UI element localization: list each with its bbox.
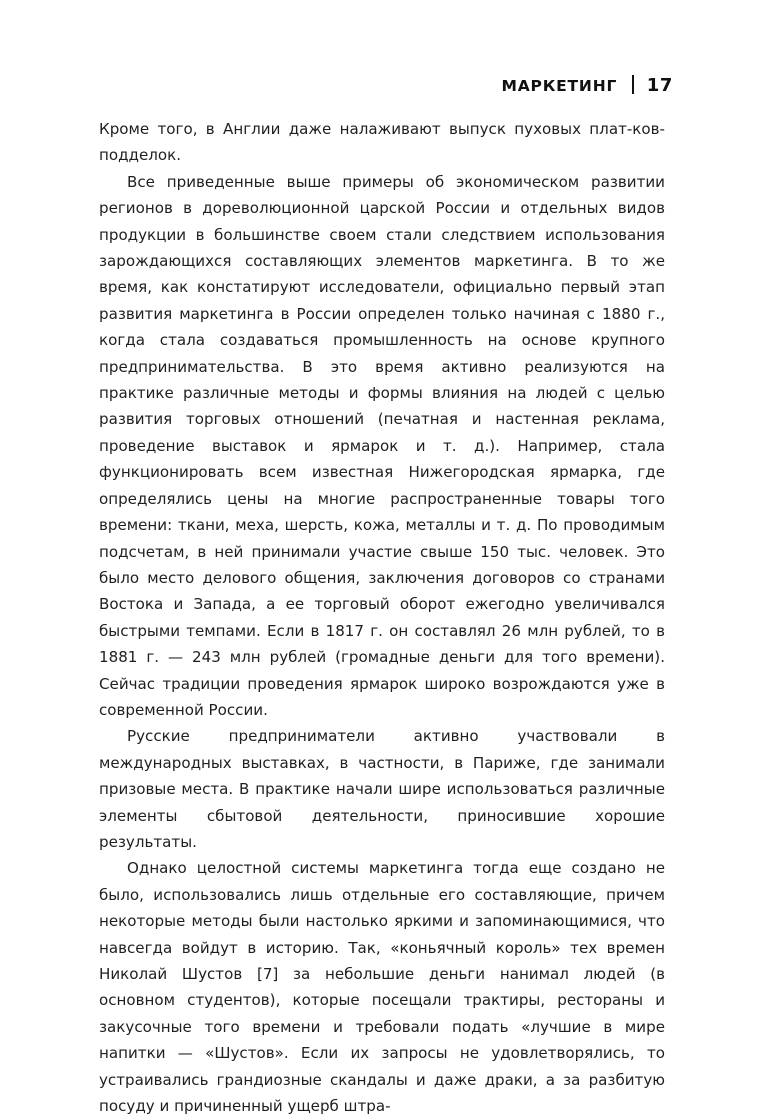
paragraph: Все приведенные выше примеры об экономическом развитии регионов в дореволюционной царской России и отдельных видов продукции в большинстве своем стали следствием использования зарождающихся составляющих элементов маркетинга. В то же время, как констатируют исследователи, официально первый этап развития маркетинга в России определен только начиная с 1880 г., когда стала создаваться промышленность на основе крупного предпринимательства. В это время активно реализуются на практике различные методы и формы влияния на людей с целью развития торговых отношений (печатная и настенная реклама, проведение выставок и ярмарок и т. д.). Например, стала функционировать всем известная Нижегородская ярмарка, где определялись цены на многие распространенные товары того времени: ткани, меха, шерсть, кожа, металлы и т. д. По проводимым подсчетам, в ней принимали участие свыше 150 тыс. человек. Это было место делового общения, заключения договоров со странами Востока и Запада, а ее торговый оборот ежегодно увеличивался быстрыми темпами. Если в 1817 г. он составлял 26 млн рублей, то в 1881 г. — 243 млн рублей (громадные деньги для того времени). Сейчас традиции проведения ярмарок широко возрождаются уже в современной России. <box>99 172 665 719</box>
paragraph: Русские предприниматели активно участвовали в международных выставках, в частности, в Париже, где занимали призовые места. В практике начали шире использоваться различные элементы сбытовой деятельности, приносившие хорошие результаты. <box>99 727 665 851</box>
paragraph: Кроме того, в Англии даже налаживают выпуск пуховых плат-ков-подделок. <box>99 120 665 165</box>
page-header <box>98 72 673 96</box>
paragraph: Однако целостной системы маркетинга тогда еще создано не было, использовались лишь отдельные его составляющие, причем некоторые методы были настолько яркими и запоминающимися, что навсегда войдут в историю. Так, «коньячный король» тех времен Николай Шустов [7] за небольшие деньги нанимал людей (в основном студентов), которые посещали трактиры, рестораны и закусочные того времени и требовали подать «лучшие в мире напитки — «Шустов». Если их запросы не удовлетворялись, то устраивались грандиозные скандалы и даже драки, а за разбитую посуду и причиненный ущерб штра- <box>99 859 665 1116</box>
body-text <box>99 116 665 1119</box>
header-separator <box>632 75 634 94</box>
page-number: 17 <box>646 75 673 96</box>
header-section-title: МАРКЕТИНГ <box>501 77 618 95</box>
